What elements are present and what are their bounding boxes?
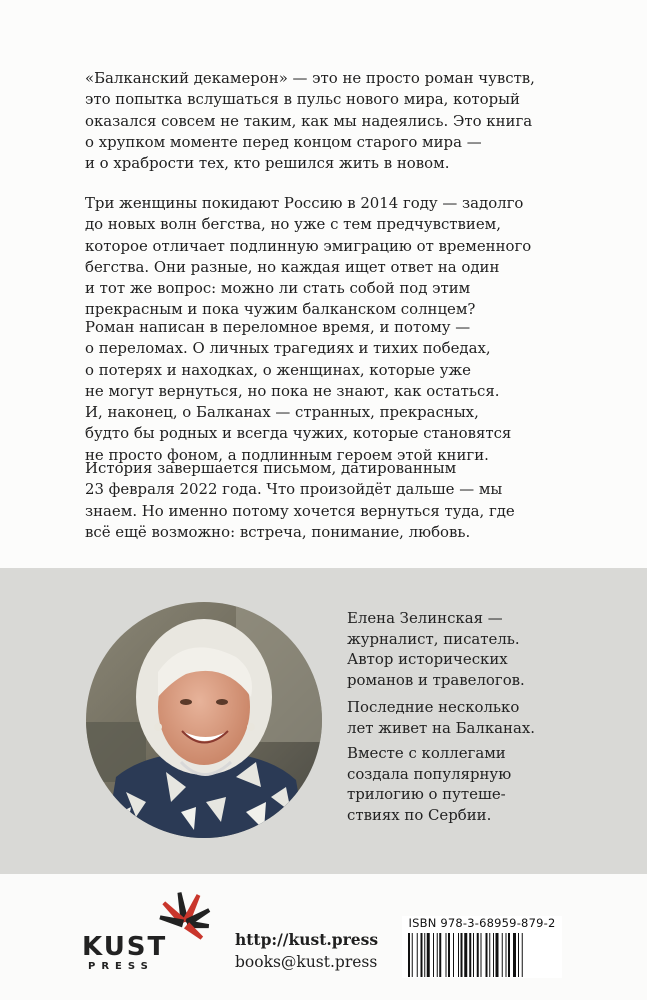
publisher-email-link[interactable]: books@kust.press [235,953,378,971]
text-line: которое отличает подлинную эмиграцию от временного [85,236,532,255]
bio-line: Вместе с коллегами [347,744,506,762]
bio-line: трилогию о путеше- [347,785,506,803]
author-bio-paragraph-1 [347,608,525,690]
bio-line: Елена Зелинская — [347,609,503,627]
author-bio-paragraph-2 [347,697,535,738]
author-photo [86,602,322,838]
text-line: История завершается письмом, датированным [85,459,457,477]
bio-line: романов и травелогов. [347,670,525,689]
author-portrait-illustration [86,602,322,838]
text-line: до новых волн бегства, но уже с тем предчувствием, [85,215,501,234]
text-line: бегства. Они разные, но каждая ищет ответ на один [85,257,500,276]
text-line: и тот же вопрос: можно ли стать собой под этим [85,279,471,298]
publisher-url-link[interactable]: http://kust.press [235,930,379,949]
text-line: знаем. Но именно потому хочется вернуться туда, где [85,501,515,520]
isbn-text: ISBN 978-3-68959-879-2 [408,916,556,930]
bio-line: ствиях по Сербии. [347,805,492,824]
text-line: прекрасным и пока чужим балканском солнцем? [85,300,476,319]
bio-line: создала популярную [347,764,512,783]
description-paragraph-1 [85,68,565,174]
text-line: 23 февраля 2022 года. Что произойдёт дальше — мы [85,480,503,499]
bio-line: Последние несколько [347,698,520,716]
text-line: не могут вернуться, но пока не знают, как остаться. [85,381,500,400]
description-paragraph-4 [85,458,565,543]
author-bio-paragraph-3 [347,743,511,825]
text-line: всё ещё возможно: встреча, понимание, любовь. [85,522,471,541]
text-line: будто бы родных и всегда чужих, которые становятся [85,424,512,443]
text-line: это попытка вслушаться в пульс нового мира, который [85,90,520,109]
publisher-logo-text: KUST [82,932,168,962]
text-line: Три женщины покидают Россию в 2014 году — задолго [85,194,524,212]
publisher-logo-subtext: PRESS [88,961,154,972]
barcode-icon [406,933,558,977]
text-line: не просто фоном, а подлинным героем этой книги. [85,445,489,464]
text-line: оказался совсем не таким, как мы надеялись. Это книга [85,111,533,130]
text-line: о потерях и находках, о женщинах, которые уже [85,360,471,379]
description-paragraph-2 [85,193,565,321]
text-line: и о храбрости тех, кто решился жить в новом. [85,154,450,173]
text-line: о хрупком моменте перед концом старого мира — [85,132,482,151]
bio-line: лет живет на Балканах. [347,718,535,737]
bio-line: Автор исторических [347,650,508,668]
text-line: о переломах. О личных трагедиях и тихих победах, [85,339,491,358]
text-line: Роман написан в переломное время, и потому — [85,318,471,336]
bio-line: журналист, писатель. [347,629,520,648]
text-line: И, наконец, о Балканах — странных, прекрасных, [85,403,479,422]
text-line: «Балканский декамерон» — это не просто роман чувств, [85,69,535,87]
isbn-barcode-block [402,916,562,978]
description-paragraph-3 [85,317,565,466]
